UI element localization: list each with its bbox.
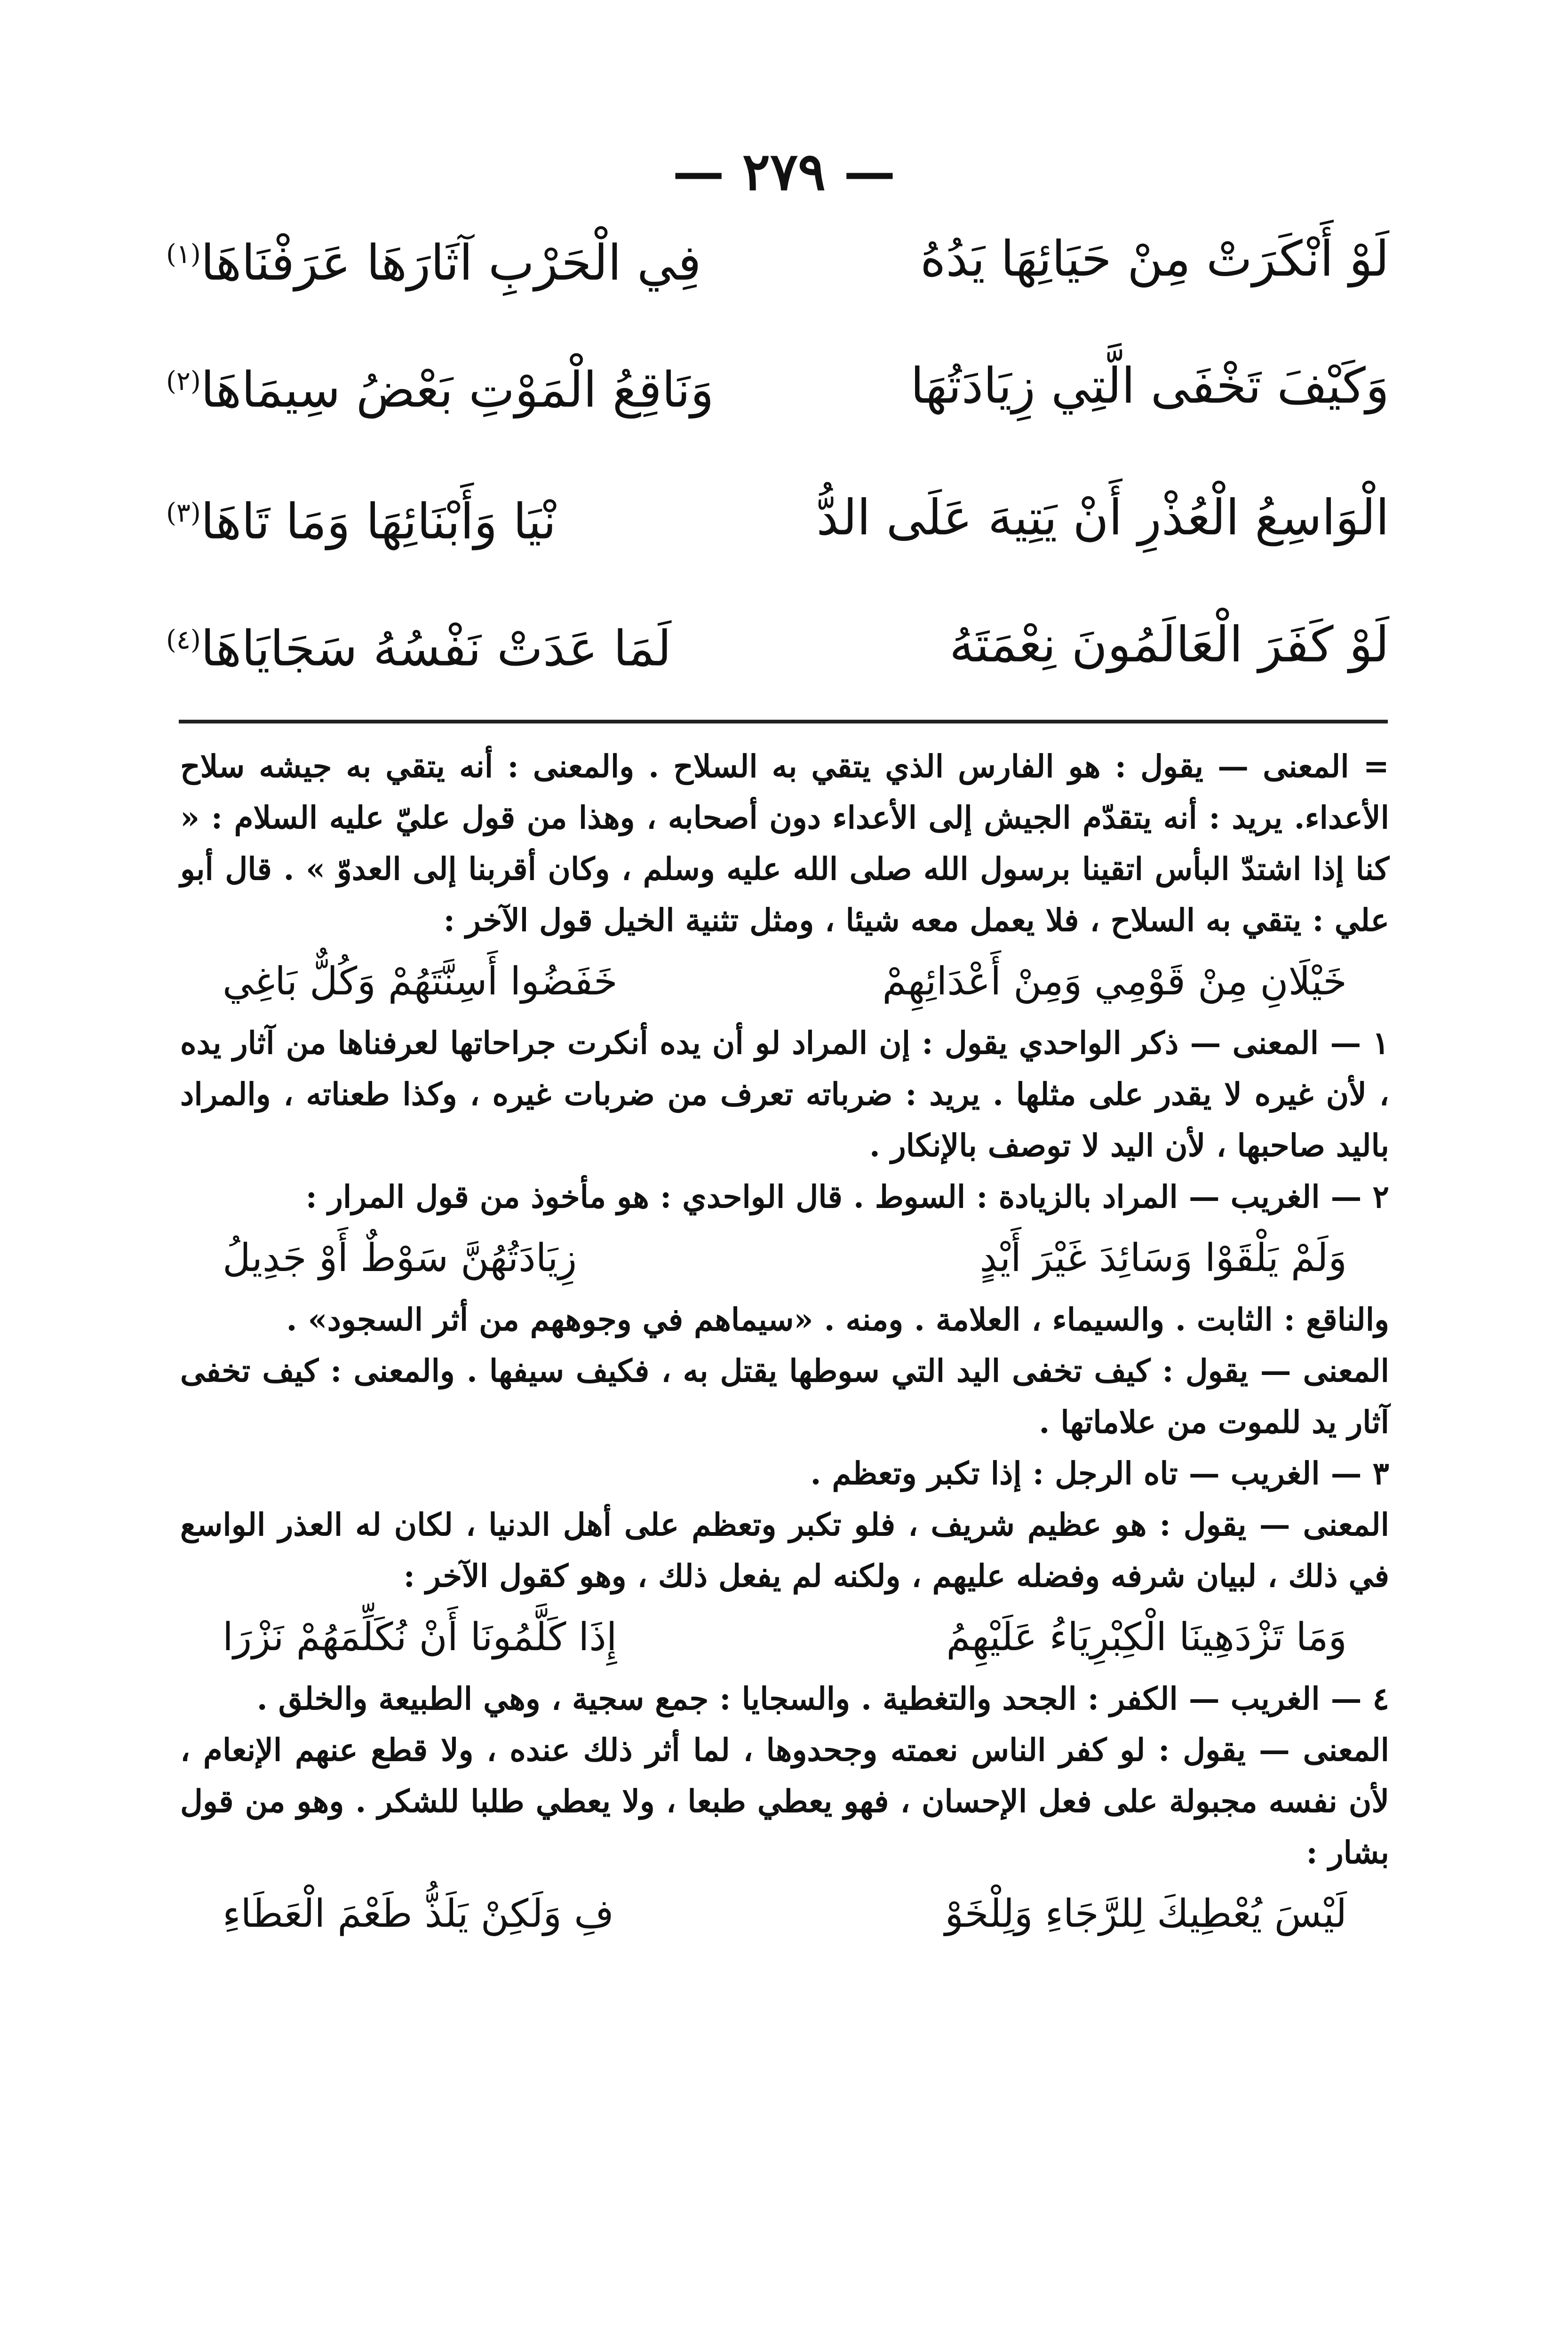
quoted-verse-4-first: لَيْسَ يُعْطِيكَ لِلرَّجَاءِ وَلِلْخَوْ	[945, 1891, 1347, 1936]
verse-4-second-hemistich	[166, 607, 671, 682]
verse-1	[166, 226, 1389, 292]
note-4-meaning: المعنى — يقول : لو كفر الناس نعمته وجحدوها ، لما أثر ذلك عنده ، ولا قطع عنهم الإنعام ، لأن نفسه مجبولة على فعل الإحسان ، فهو يعطي طبعا ، ولا يعطي طلبا للشكر . وهو من قول بشار :	[180, 1732, 1389, 1871]
note-2-meaning: المعنى — يقول : كيف تخفى اليد التي سوطها يقتل به ، فكيف سيفها . والمعنى : كيف تخفى آثار يد للموت من علاماتها .	[180, 1352, 1389, 1440]
verse-2-second-text: وَنَاقِعُ الْمَوْتِ بَعْضُ سِيمَاهَا	[200, 361, 714, 419]
quoted-verse-3-first: وَمَا تَزْدَهِينَا الْكِبْرِيَاءُ عَلَيْهِمُ	[946, 1615, 1347, 1660]
footnote-ref-4: (٤)	[166, 625, 201, 656]
quoted-verse-3	[180, 1602, 1389, 1673]
quoted-verse-2	[180, 1223, 1389, 1294]
verse-3-second-hemistich	[166, 480, 556, 555]
verse-1-second-text: فِي الْحَرْبِ آثَارَهَا عَرَفْنَاهَا	[200, 234, 701, 292]
page-number: — ٢٧٩ —	[672, 141, 896, 202]
verse-3	[166, 485, 1389, 550]
quoted-verse-2-second: زِيَادَتُهُنَّ سَوْطٌ أَوْ جَدِيلُ	[223, 1236, 577, 1280]
verse-2-first-hemistich: وَكَيْفَ تَخْفَى الَّتِي زِيَادَتُهَا	[910, 357, 1389, 414]
quoted-verse-1	[180, 946, 1389, 1017]
note-3-vocabulary: ٣ — الغريب — تاه الرجل : إذا تكبر وتعظم .	[810, 1455, 1389, 1492]
verse-2-second-hemistich	[166, 349, 714, 423]
note-2-vocabulary-cont: والناقع : الثابت . والسيماء ، العلامة . ومنه . «سيماهم في وجوههم من أثر السجود» .	[286, 1301, 1389, 1338]
quoted-verse-1-first: خَيْلَانِ مِنْ قَوْمِي وَمِنْ أَعْدَائِهِمْ	[882, 959, 1347, 1004]
quoted-verse-2-first: وَلَمْ يَلْقَوْا وَسَائِدَ غَيْرَ أَيْدٍ	[979, 1236, 1347, 1280]
verse-4-first-hemistich: لَوْ كَفَرَ الْعَالَمُونَ نِعْمَتَهُ	[949, 616, 1389, 673]
verse-3-second-text: نْيَا وَأَبْنَائِهَا وَمَا تَاهَا	[200, 493, 557, 550]
quoted-verse-4	[180, 1878, 1389, 1950]
note-4-vocabulary: ٤ — الغريب — الكفر : الجحد والتغطية . والسجايا : جمع سجية ، وهي الطبيعة والخلق .	[256, 1680, 1389, 1717]
footnote-ref-1: (١)	[166, 239, 201, 270]
note-3-meaning: المعنى — يقول : هو عظيم شريف ، فلو تكبر وتعظم على أهل الدنيا ، لكان له العذر الواسع في ذلك ، لبيان شرفه وفضله عليهم ، ولكنه لم يفعل ذلك ، وهو كقول الآخر :	[180, 1506, 1389, 1594]
footnotes	[180, 741, 1389, 1950]
verse-2	[166, 353, 1389, 419]
verse-4-second-text: لَمَا عَدَتْ نَفْسُهُ سَجَايَاهَا	[200, 620, 672, 677]
verse-3-first-hemistich: الْوَاسِعُ الْعُذْرِ أَنْ يَتِيهَ عَلَى الدُّ	[816, 489, 1389, 546]
verse-4	[166, 612, 1389, 677]
verse-1-first-hemistich: لَوْ أَنْكَرَتْ مِنْ حَيَائِهَا يَدُهُ	[920, 230, 1389, 287]
verse-1-second-hemistich	[166, 222, 701, 296]
quoted-verse-3-second: إِذَا كَلَّمُونَا أَنْ نُكَلِّمَهُمْ نَزْرَا	[223, 1615, 617, 1660]
footnote-separator	[179, 720, 1388, 723]
footnote-ref-2: (٢)	[166, 366, 201, 397]
quoted-verse-1-second: خَفَضُوا أَسِنَّتَهُمْ وَكُلٌّ بَاغِي	[223, 959, 618, 1004]
note-1-meaning: ١ — المعنى — ذكر الواحدي يقول : إن المراد لو أن يده أنكرت جراحاتها لعرفناها من آثار يده ، لأن غيره لا يقدر على مثلها . يريد : ضرباته تعرف من ضربات غيره ، وكذا طعناته ، والمراد باليد صاحبها ، لأن اليد لا توصف بالإنكار .	[180, 1025, 1389, 1164]
footnote-ref-3: (٣)	[166, 498, 201, 529]
quoted-verse-4-second: فِ وَلَكِنْ يَلَذُّ طَعْمَ الْعَطَاءِ	[223, 1891, 614, 1936]
note-continuation: = المعنى — يقول : هو الفارس الذي يتقي به السلاح . والمعنى : أنه يتقي به جيشه سلاح الأعداء. يريد : أنه يتقدّم الجيش إلى الأعداء دون أصحابه ، وهذا من قول عليّ عليه السلام : « كنا إذا اشتدّ البأس اتقينا برسول الله صلى الله عليه وسلم ، وكان أقربنا إلى العدوّ » . قال أبو علي : يتقي به السلاح ، فلا يعمل معه شيئا ، ومثل تثنية الخيل قول الآخر :	[180, 748, 1389, 938]
note-2-vocabulary: ٢ — الغريب — المراد بالزيادة : السوط . قال الواحدي : هو مأخوذ من قول المرار :	[305, 1178, 1389, 1215]
